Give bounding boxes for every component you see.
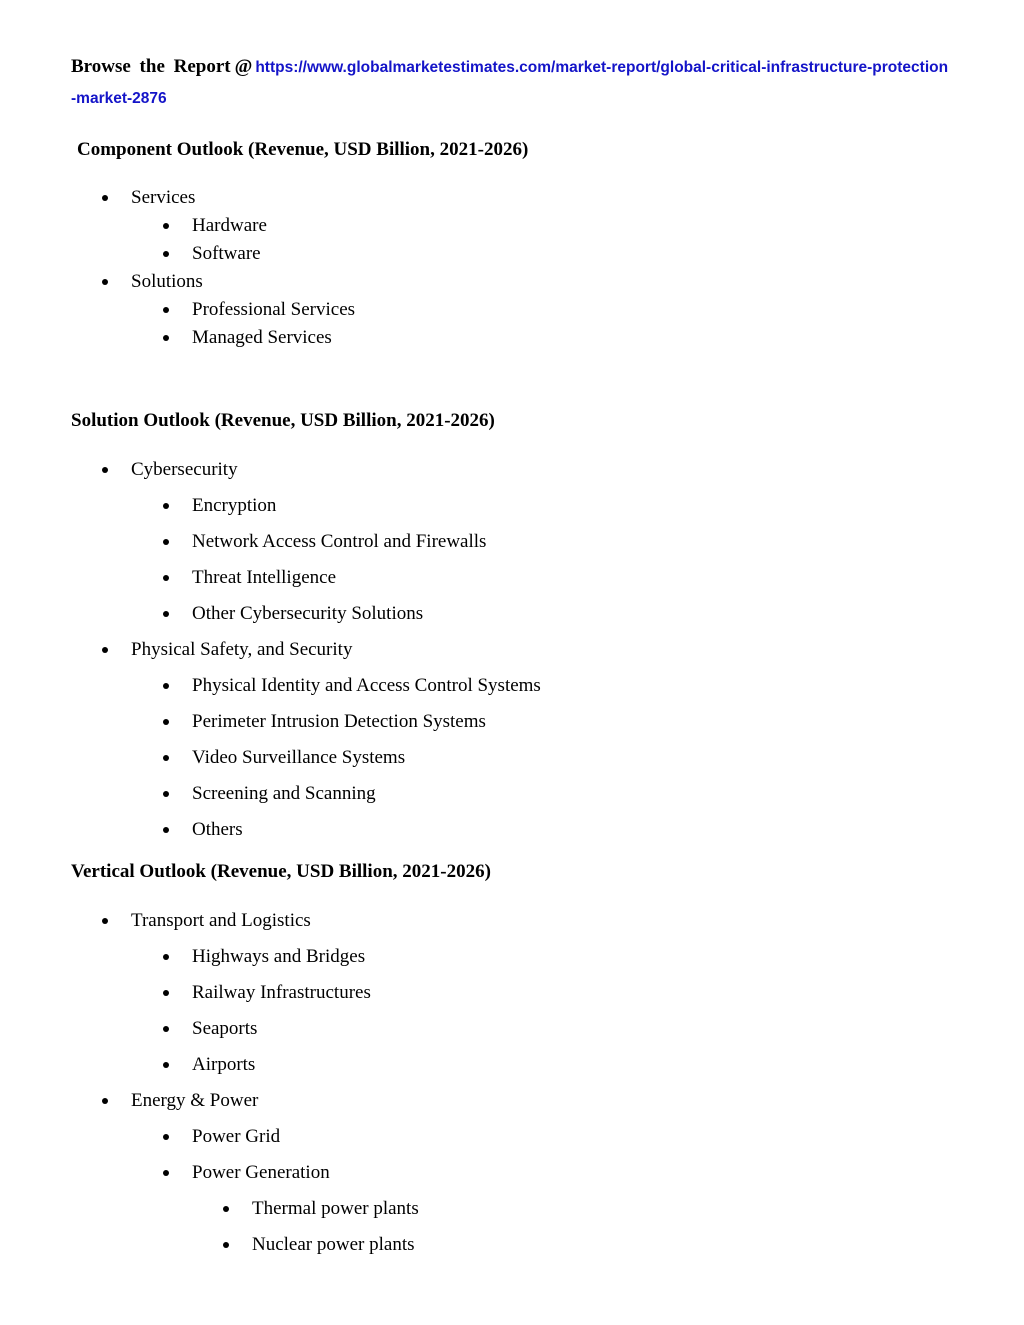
list-item: Threat Intelligence (192, 567, 337, 588)
list-item: Physical Safety, and Security (131, 639, 353, 660)
list-item: Transport and Logistics (131, 910, 311, 931)
list-item: Managed Services (192, 327, 332, 348)
report-link[interactable]: https://www.globalmarketestimates.com/market-report/global-critical-infrastructure-protection-market-2876 (71, 59, 949, 107)
list-item: Network Access Control and Firewalls (192, 531, 487, 552)
list-item: Professional Services (192, 299, 356, 320)
list-item: Power Generation (192, 1162, 330, 1183)
list-item: Screening and Scanning (192, 783, 376, 804)
at-sign: @ (234, 56, 253, 77)
list-item: Seaports (192, 1018, 258, 1039)
component-outlook-heading: Component Outlook (Revenue, USD Billion, 2021-2026) (77, 139, 529, 160)
list-item: Nuclear power plants (252, 1234, 415, 1255)
list-item: Cybersecurity (131, 459, 238, 480)
list-item: Other Cybersecurity Solutions (192, 603, 424, 624)
list-item: Services (131, 187, 196, 208)
list-item: Highways and Bridges (192, 946, 366, 967)
list-item: Thermal power plants (252, 1198, 419, 1219)
list-item: Others (192, 819, 243, 840)
list-item: Airports (192, 1054, 256, 1075)
list-item: Perimeter Intrusion Detection Systems (192, 711, 486, 732)
list-item: Video Surveillance Systems (192, 747, 406, 768)
list-item: Hardware (192, 215, 267, 236)
list-item: Energy & Power (131, 1090, 259, 1111)
list-item: Railway Infrastructures (192, 982, 371, 1003)
list-item: Power Grid (192, 1126, 281, 1147)
list-item: Physical Identity and Access Control Systems (192, 675, 541, 696)
solution-outlook-heading: Solution Outlook (Revenue, USD Billion, 2021-2026) (71, 410, 495, 431)
list-item: Encryption (192, 495, 277, 516)
browse-report-label: Browse the Report (71, 56, 231, 77)
list-item: Solutions (131, 271, 203, 292)
browse-report-line (71, 52, 951, 114)
list-item: Software (192, 243, 261, 264)
vertical-outlook-heading: Vertical Outlook (Revenue, USD Billion, 2021-2026) (71, 861, 491, 882)
